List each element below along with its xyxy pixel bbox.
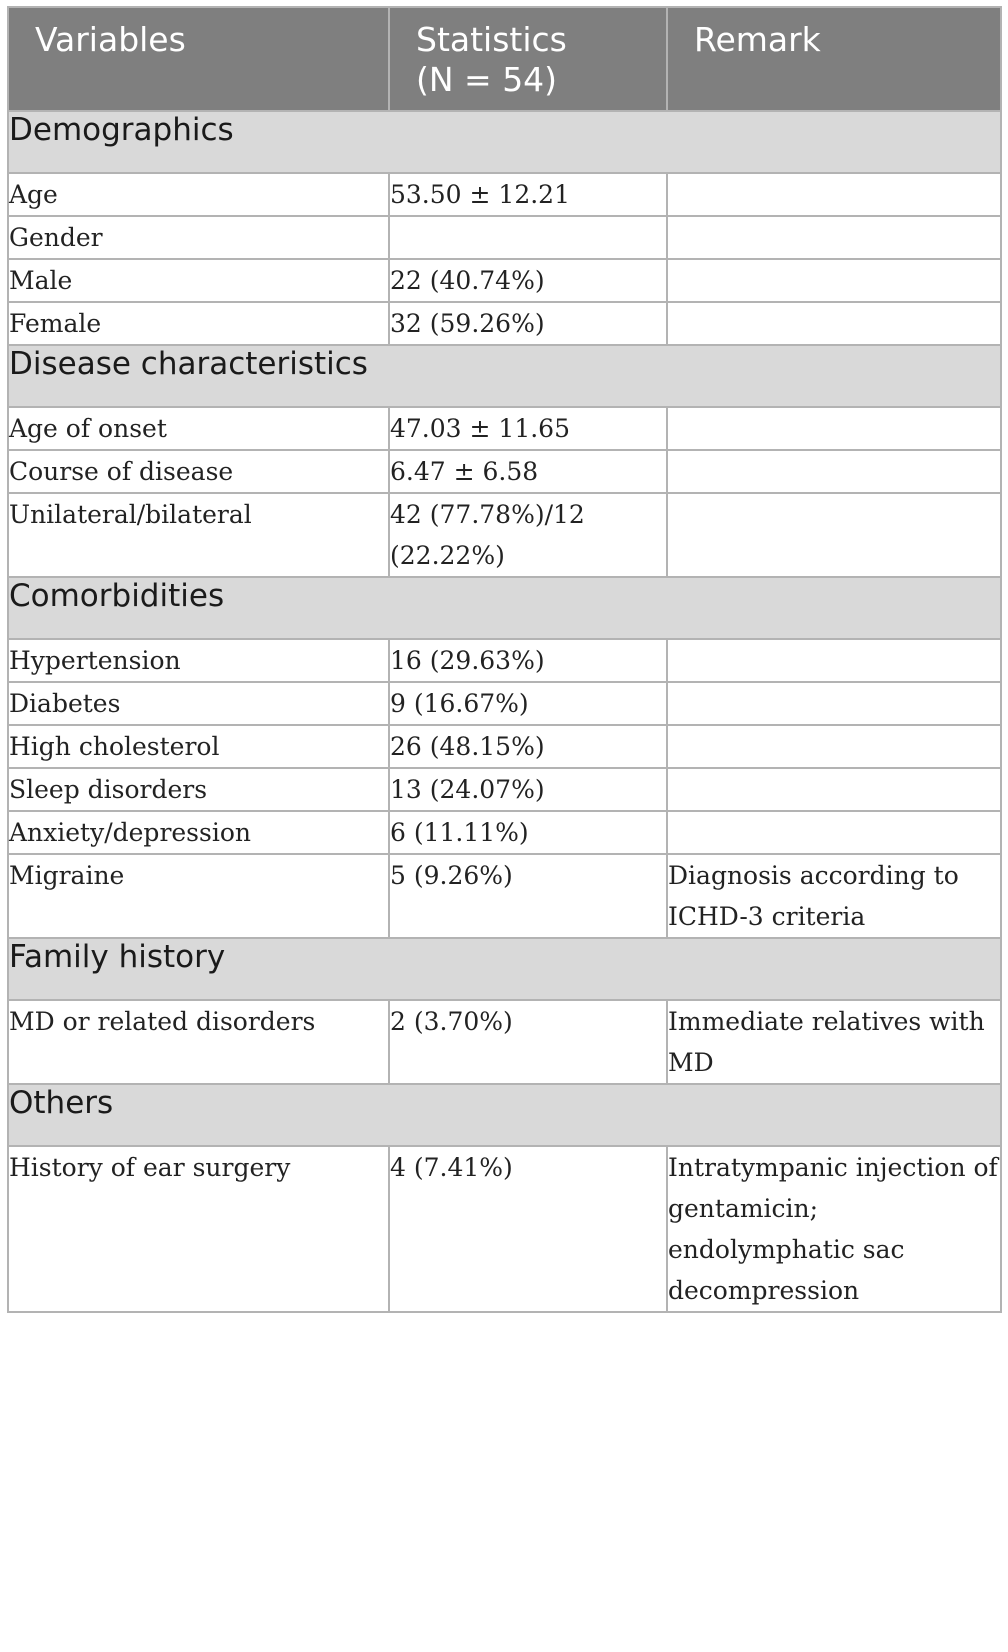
section-title: Comorbidities xyxy=(8,577,1001,639)
section-row xyxy=(8,1084,1001,1146)
statistic-cell: 32 (59.26%) xyxy=(389,302,667,345)
statistic-cell: 6.47 ± 6.58 xyxy=(389,450,667,493)
remark-cell xyxy=(667,302,1001,345)
statistic-cell: 26 (48.15%) xyxy=(389,725,667,768)
variable-cell: Anxiety/depression xyxy=(8,811,389,854)
table-row xyxy=(8,768,1001,811)
table-row xyxy=(8,493,1001,577)
statistic-cell xyxy=(389,216,667,259)
section-title: Others xyxy=(8,1084,1001,1146)
column-header-statistics xyxy=(389,7,667,111)
remark-cell xyxy=(667,407,1001,450)
table-row xyxy=(8,1000,1001,1084)
section-title: Disease characteristics xyxy=(8,345,1001,407)
table-row xyxy=(8,407,1001,450)
table-row xyxy=(8,854,1001,938)
table-row xyxy=(8,173,1001,216)
statistic-cell: 9 (16.67%) xyxy=(389,682,667,725)
column-header-variables-label: Variables xyxy=(35,20,186,59)
variable-cell: Female xyxy=(8,302,389,345)
variable-cell: Gender xyxy=(8,216,389,259)
table-row xyxy=(8,725,1001,768)
variable-cell: Course of disease xyxy=(8,450,389,493)
remark-cell xyxy=(667,768,1001,811)
statistic-cell: 4 (7.41%) xyxy=(389,1146,667,1312)
remark-cell xyxy=(667,493,1001,577)
column-header-statistics-line2: (N = 54) xyxy=(416,60,558,99)
variable-cell: Diabetes xyxy=(8,682,389,725)
section-row xyxy=(8,111,1001,173)
statistic-cell: 2 (3.70%) xyxy=(389,1000,667,1084)
column-header-variables xyxy=(8,7,389,111)
header-row xyxy=(8,7,1001,111)
variable-cell: Male xyxy=(8,259,389,302)
variable-cell: MD or related disorders xyxy=(8,1000,389,1084)
table-row xyxy=(8,302,1001,345)
remark-cell: Diagnosis according to ICHD-3 criteria xyxy=(667,854,1001,938)
table-row xyxy=(8,811,1001,854)
table-row xyxy=(8,259,1001,302)
statistic-cell: 47.03 ± 11.65 xyxy=(389,407,667,450)
remark-cell xyxy=(667,259,1001,302)
remark-cell: Intratympanic injection of gentamicin; endolymphatic sac decompression xyxy=(667,1146,1001,1312)
section-row xyxy=(8,577,1001,639)
remark-cell xyxy=(667,450,1001,493)
remark-cell: Immediate relatives with MD xyxy=(667,1000,1001,1084)
table-header xyxy=(8,7,1001,111)
statistic-cell: 53.50 ± 12.21 xyxy=(389,173,667,216)
remark-cell xyxy=(667,811,1001,854)
table-row xyxy=(8,216,1001,259)
statistic-cell: 42 (77.78%)/12 (22.22%) xyxy=(389,493,667,577)
statistic-cell: 5 (9.26%) xyxy=(389,854,667,938)
variable-cell: Age xyxy=(8,173,389,216)
variable-cell: Sleep disorders xyxy=(8,768,389,811)
table-row xyxy=(8,639,1001,682)
statistic-cell: 16 (29.63%) xyxy=(389,639,667,682)
remark-cell xyxy=(667,682,1001,725)
column-header-remark-label: Remark xyxy=(694,20,821,59)
section-title: Family history xyxy=(8,938,1001,1000)
table-body xyxy=(8,111,1001,1312)
statistic-cell: 13 (24.07%) xyxy=(389,768,667,811)
variable-cell: Hypertension xyxy=(8,639,389,682)
remark-cell xyxy=(667,173,1001,216)
remark-cell xyxy=(667,216,1001,259)
remark-cell xyxy=(667,725,1001,768)
variable-cell: High cholesterol xyxy=(8,725,389,768)
section-row xyxy=(8,345,1001,407)
statistic-cell: 6 (11.11%) xyxy=(389,811,667,854)
table-row xyxy=(8,682,1001,725)
section-title: Demographics xyxy=(8,111,1001,173)
variable-cell: Migraine xyxy=(8,854,389,938)
variable-cell: Age of onset xyxy=(8,407,389,450)
patient-characteristics-table xyxy=(7,6,1002,1313)
column-header-statistics-line1: Statistics xyxy=(416,20,567,59)
column-header-remark xyxy=(667,7,1001,111)
statistic-cell: 22 (40.74%) xyxy=(389,259,667,302)
variable-cell: History of ear surgery xyxy=(8,1146,389,1312)
section-row xyxy=(8,938,1001,1000)
table-row xyxy=(8,1146,1001,1312)
table-row xyxy=(8,450,1001,493)
variable-cell: Unilateral/bilateral xyxy=(8,493,389,577)
remark-cell xyxy=(667,639,1001,682)
